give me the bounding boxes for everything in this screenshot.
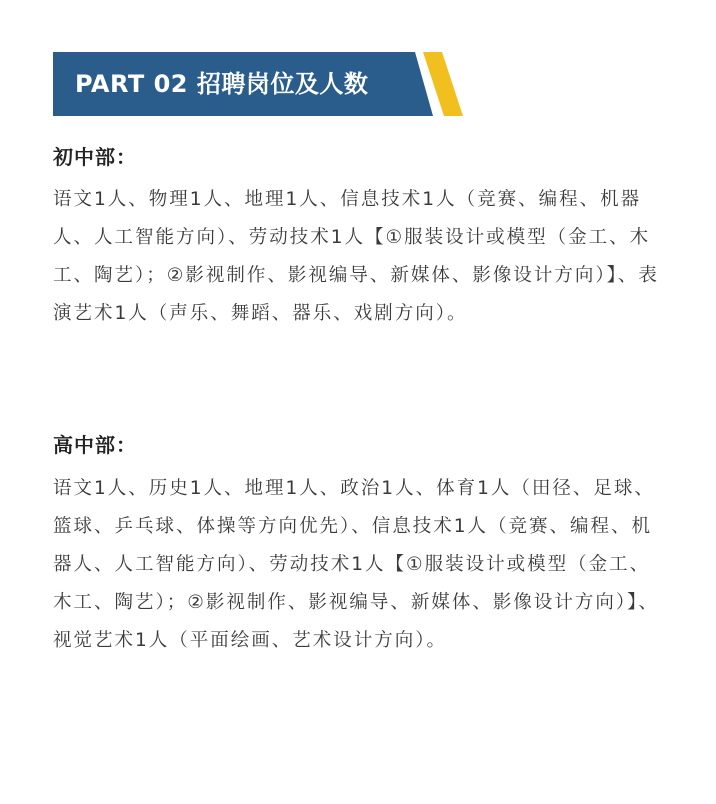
- senior-section-body: 语文1人、历史1人、地理1人、政治1人、体育1人（田径、足球、篮球、乒乓球、体操等方向优先）、信息技术1人（竞赛、编程、机器人、人工智能方向）、劳动技术1人【①服装设计或模型（金工、木工、陶艺）；②影视制作、影视编导、新媒体、影像设计方向）】、视觉艺术1人（平面绘画、艺术设计方向）。: [53, 478, 659, 651]
- senior-section-heading: 高中部：: [53, 433, 137, 457]
- banner-title: PART 02 招聘岗位及人数: [75, 70, 369, 98]
- section-banner: [53, 52, 463, 116]
- junior-section-heading: 初中部：: [53, 145, 137, 169]
- junior-section-body: 语文1人、物理1人、地理1人、信息技术1人（竞赛、编程、机器人、人工智能方向）、劳动技术1人【①服装设计或模型（金工、木工、陶艺）；②影视制作、影视编导、新媒体、影像设计方向）】、表演艺术1人（声乐、舞蹈、器乐、戏剧方向）。: [53, 189, 659, 324]
